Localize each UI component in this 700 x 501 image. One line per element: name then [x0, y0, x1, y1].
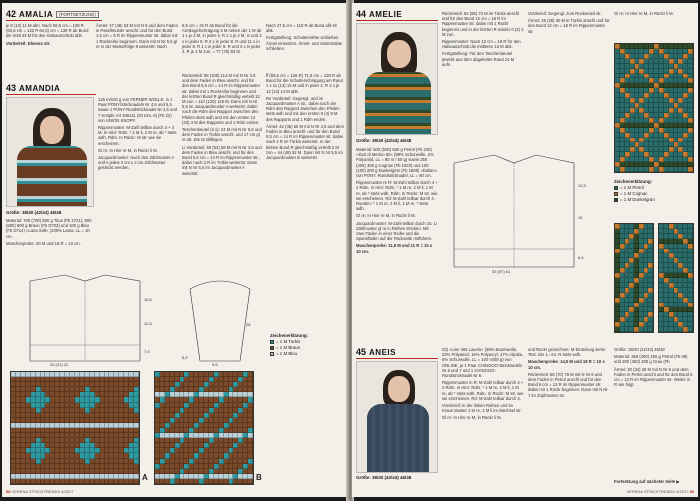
aneis-rippen: Rippenmuster in R: M-Zahl teilbar durch 4 + 2 Rdm. In Hinr: Rdm, * 1 M re, 2 M li, 1 M re, ab * stets wdh, Rdm. In Rückr: M str. wie sie erscheinen. Rd: M-Zahl teilbar durch 4.: [442, 380, 524, 401]
amandia-photo-caption: Größe: 38/40 (42/44) 46/48: [6, 210, 62, 215]
amelie-material: Material: 500 (500) 550 g Petrol (Fb 229) »Zuzi di Merino 60« (98% Schurwolle, 2% Polyamid, LL = 60 m / 50 g) sowie 250 (300) 300 g Cognac (Fb 1833) und 100 (100) 200 g Dunkelgrün (Fb 1808) »Dalian« von PONY. Rundstricknadel, LL = 80 cm.: [356, 147, 438, 179]
amandia-model-photo: [6, 97, 94, 207]
amelie-rippen: Rippenmuster re R: M-Zahl teilbar durch 4 + 2 Rdm. In Hinr: Rdm, * 1 M re, 2 M li, 1 M re, ab * stets wdh, Rdm. In Rückr: M str. wie sie erscheinen. Rd: M-Zahl teilbar durch 4. Runden: * 1 M re, 2 M li, 1 M re, * stets wdh.: [356, 180, 438, 212]
aneis-glre: Gl re: In Hinr re M, in Rückr li M.: [442, 415, 502, 421]
amalia-text4: Nach 47,5 cm = 110 R ab Bund alle M abk.: [266, 23, 337, 34]
amelie-measure-a: 12,5: [578, 183, 586, 188]
legend-swatch-cognac: [614, 192, 618, 196]
right-page: [352, 3, 698, 497]
amandia-sleeve-schematic: [180, 271, 260, 367]
aneis-aermel: Ärmel: 30 (34) 36 M mit N Nr 6 und dem Faden in Petrol anschl und für den Bund 6 cm = 13 R im Rippenmuster str. Weiter in R wie folgt.: [614, 366, 693, 388]
amelie-kragen: Fertigstellung: Für den Taschenbeutel jeweils aus dem abgekettet Rand 24 M aufn.: [442, 51, 515, 67]
amandia-streifen: Rippenmuster: M-Zahl teilbar durch 4 + 2 M. In Hinr: Rdm, * 2 M li, 2 M re, ab * stets wdh, Rdm. In Rückr: M str. wie sie erscheinen.: [98, 125, 177, 146]
chart-cell: [688, 167, 693, 172]
amelie-jacquard: Jacquardmuster: M-Zahl teilbar durch 15. Li Zählmuster gl re in Reihen stricken. Mit zwei Fäden in einer Reihe und die Spannfäden auf der Rückseite mitführen.: [356, 220, 437, 242]
amandia-intro: 125 m/100 g von FERNER WOLLE. in 1 Paar PONY/Stricknadeln Nr 4,5 und 5,5 sowie 1 PONY-Rundstricknadel Nr 4,5 und 7 Knöpfe Art 488111 (20 mm, 6) (Fb 22) von UNION KNOPF.: [98, 97, 177, 123]
amelie-measure-d: 15: [578, 215, 583, 220]
right-page-number: 59: [689, 489, 694, 494]
amelie-photo-caption: Größe: 38/40 (42/44) 46/48: [356, 138, 412, 143]
amalia-tag: (FORTSETZUNG): [56, 11, 99, 18]
right-footer: [627, 489, 694, 494]
amalia-number: 42: [6, 9, 17, 19]
amelie-col1: [356, 147, 438, 345]
legend-label-dunkelgruen: = 1 M Dunkelgrün: [620, 197, 655, 202]
left-page-number: 58: [6, 489, 11, 494]
amandia-legend-title: Zeichenerklärung:: [270, 333, 309, 338]
amandia-glre: Gl re: In Hinr re M, in Rückr li M.: [98, 147, 158, 153]
aneis-col1: [442, 347, 524, 487]
amalia-col4: [266, 23, 344, 73]
chart-cell: [134, 479, 139, 484]
amandia-aermel: Ärmel: 42 (46) 50 M mit N Nr 4,5 und dem Faden in Bleu anschl. und für den Bund 6,5 cm = 14 R im Rippenmuster str. dabei nach 2 R im Türkis weiterstr. In der letzten Bund R gleichmäßig verteilt 2 M zun = 44 (48) 52 M. Dann mit N Nr 5,5 im Jacquardmuster B weiterstr.: [266, 123, 344, 161]
chart-cell: [648, 327, 653, 332]
amelie-model-photo: [356, 23, 438, 135]
amelie-rule: [356, 20, 438, 21]
amelie-jacquard-chart: [614, 43, 694, 173]
aneis-title: ANEIS: [369, 347, 396, 357]
amelie-measure-c: 53 (57) 61: [492, 269, 511, 274]
amalia-text1: je 8 (10) 11 M abn. Nach 58,5 cm = 128 R (60,5 cm = 132 R 62,5) cm = 136 R ab Bund die restl 43 M für den Halsausschnitt abk.: [6, 23, 89, 39]
amandia-col1: [6, 218, 94, 266]
jacquard-chart-b: [154, 371, 254, 485]
amandia-knoten: Teschenbeutel (2 x): 24 M mit N Nr 5,5 und dem Faden in Türkis anschl. und 17 cm gl re str. Die M stilllegen.: [182, 127, 262, 143]
aneis-text1: 03) »Line 465 Lavelo« (36% Baumwolle, 22% Polyamid, 16% Polyacryl, 17% Alpaka, 6% Schurwolle, LL = 100 m/50 g) von ONLINE, je 1 Paar CHINGOO-Stricknadeln Nr 6 und 7 und 1 CHINGOO-Rundstricknadel Nr 6.: [442, 347, 524, 379]
amelie-rueckenteil: Rückenteil: 62 (66) 70 M im Türkis anschl und für den Bund 12 cm = 18 R im Rippenmuster str. dabei mit 1 Rückr beginnen und in der letzten R wieder 0 (2) 2 M zun.: [442, 11, 524, 37]
amandia-bo-vorderteil: Re Vorderteil: Gegengl. und im Jacquardmuster A str., dabei nach der Rdm den Rapport zwischen den Pfeilen stets wdh und mit den ersten 0 (4) 8 M des Rapports und 1 Rdm enden.: [266, 95, 340, 122]
measure-g: 9,5: [212, 362, 218, 367]
left-footer: [6, 489, 73, 494]
amalia-col3: [182, 23, 262, 73]
aneis-maschenprobe: Maschenprobe: 14,5 M und 18 R = 10 x 10 cm.: [528, 359, 605, 370]
amandia-jacquard: Jacquardmuster: Nach den Zählmuster A und A jedes 2 cm x 2 cm Zählmuster gestrickt werden.: [98, 155, 174, 171]
amalia-rule: [6, 20, 102, 21]
legend-swatch-dunkelgruen: [614, 198, 618, 202]
amandia-col2: [98, 97, 178, 267]
aneis-rueckenteil: Rückenteil: 68 (70) 78 M mit N Nr 6 und dem Faden in Petrol anschl und für den Bund 6 cm = 13 R im Rippenmuster str. dabei mit 1 Rückr beginnen. Dann mit N Nr 7 im Zopfmuster str.: [528, 371, 608, 398]
left-page: [2, 3, 348, 497]
aneis-groesse: Größe: 38/40 (42/44) 46/48: [614, 347, 665, 352]
amalia-fertig: Fertigstellung: Schulternähte schließen. Ärmel einsetzen. Ärmel- und Seitennähte schließen.: [266, 35, 343, 51]
amelie-chart-small-2: [658, 223, 694, 333]
amelie-title: AMELIE: [369, 9, 403, 19]
measure-d: 6,5: [182, 355, 188, 360]
amandia-number: 43: [6, 83, 17, 93]
measure-a: 16,5: [144, 297, 152, 302]
legend-swatch-petrol: [614, 186, 618, 190]
amandia-schematic: [10, 271, 160, 367]
amelie-glre: Gl re: In Hinr re M, in Rückr li M.: [356, 213, 416, 219]
amandia-maschen: Maschenprobe: 20 M und 18 R = 10 cm.: [6, 240, 81, 246]
legend-swatch-tuerkis: [270, 340, 274, 344]
amelie-col2: [442, 11, 524, 143]
amandia-header: [6, 83, 60, 93]
measure-c: 7,5: [144, 349, 150, 354]
amalia-text2: Ärmel: 47 (49) 53 M mit N 6 und dem Faden in Pasellmuster anschl. und für den Bund 1,5 cm = 5 R im Rippenmuster str. dabei mit 1 Rückreihe beginnen. Dann mit N Nr 5,5 gl re in der Musterfolge 8 weiterstr. Nach: [96, 23, 178, 49]
amalia-col1: [6, 23, 92, 73]
amelie-aermel: Ärmel: 26 (28) 30 M in Türkis anschl und für den Bund 12 cm = 18 R im Rippenmuster str.: [528, 18, 610, 34]
amalia-title: AMALIA: [19, 9, 54, 19]
legend-item-dunkelgruen: [614, 197, 655, 203]
aneis-fortsetzung: Fortsetzung auf nächster Seite ▶: [614, 479, 680, 484]
amelie-col3: [528, 11, 610, 143]
amandia-rueckenteil: Rückenteil: 98 (108) 114 M mit N Nr 4,5 und dem Faden in Bleu anschl. und für den Bund 6,5 cm = 14 R im Rippenmuster str. dabei mit 1 Rückreihe beginnen und der letzten Bund R gleichmäßig verteilt 12 M zun = 110 (120) 126 M. Dann mit N Nr 5,5 im Jacquardmuster A weiterstr. dabei nach die Rdm den Rapport zwischen den Pfeilen stets wdh und mit den ersten 12 (20) 4 M des Rapports und 1 Rdm enden.: [182, 73, 261, 125]
amalia-text3: 8,5 cm = 22 R ab Bund für die Armkugelschrägung 3 M neben der 1 M ab 1 x je 3 M, in jeder 4. R 1 x je 2 M, in und 3 x in jeder 6. R 2 x in jeder 8. R und 11 x in jeder 8. R 1 x in jeder 8. R und 4 x in jeder 4. R je 1 M zun. = 77 (79) 83 M.: [182, 23, 262, 55]
amelie-number: 44: [356, 9, 367, 19]
amelie-legend: [614, 179, 655, 203]
amandia-title: AMANDIA: [19, 83, 61, 93]
amelie-col4: [614, 11, 694, 41]
aneis-number: 45: [356, 347, 367, 357]
measure-e: 20 (21) 22: [50, 362, 69, 367]
jacquard-chart-a: [10, 371, 140, 485]
legend-label-tuerkis: = 1 M Türkis: [276, 339, 301, 344]
amelie-rippe2: Rippenmuster: Nach 12 cm = 18 R für den Halsausschnitt die mittleren 16 M abk.: [442, 39, 521, 50]
legend-label-cognac: = 1 M Cognac: [620, 191, 648, 196]
left-footer-text: VERENA STRICKTRENDS 4/2017: [11, 489, 74, 494]
amandia-col4: [266, 73, 344, 265]
measure-b: 12,5: [144, 321, 152, 326]
aneis-model-photo: [356, 361, 438, 473]
amandia-rule: [6, 94, 96, 95]
measure-f: 28: [246, 322, 251, 327]
chart-cell: [248, 479, 253, 484]
legend-label-bleu: = 1 M Bleu: [276, 351, 298, 356]
amandia-vorderteil-links: Li Vorderteil: 50 (54) 58 M mit N Nr 4,5 und dem Faden in Bleu anschl. und für den Bund 6,5 cm = 14 R im Rippenmuster str., dabei nach 2 R im Türkis weiterstr. Dann mit N Nr 5,5 im Jacquardmuster A weiterstr.: [182, 144, 262, 176]
amandia-material: Material: 700 (700) 800 g Titus (Fb 2721), 500 (500) 600 g Braun (Fb D703) und 100 g Bleu (Fb D714) »Lana Soft« (100% Lama, LL = 10 cm.: [6, 218, 92, 239]
aneis-vorderteil: Vorderteil: In der linken Reihen und im Kraus Muster 2 M re, 2 M li im Wechsel str.: [442, 403, 522, 414]
amandia-col3: [182, 73, 262, 265]
amelie-glre-2: Gl re: In Hinr re M, in Rückr li M.: [614, 11, 674, 16]
legend-swatch-braun: [270, 346, 274, 350]
amelie-maschenprobe: Maschenprobe: 11,5 M und 11 R = 10 x 10 cm.: [356, 243, 433, 254]
amelie-chart-small: [614, 223, 654, 333]
chart-cell: [688, 327, 693, 332]
amalia-vorderteil: Vorderteil: Ebenso str.: [6, 40, 51, 46]
amalia-header: [6, 9, 99, 19]
amelie-legend-title: Zeichenerklärung:: [614, 179, 653, 184]
aneis-photo-caption: Größe: 38/40 (42/44) 46/48: [356, 475, 412, 480]
chart-a-letter: A: [142, 473, 148, 482]
aneis-text2: und Rückr gezeichnet. M-Einteilung siehe Text. Die 1.–24. R stets wdh.: [528, 347, 606, 358]
legend-label-petrol: = 1 M Petrol: [620, 185, 644, 190]
amandia-legend: [270, 333, 308, 357]
aneis-col2: [528, 347, 610, 487]
right-footer-text: VERENA STRICKTRENDS 4/2017: [626, 489, 689, 494]
chart-b-letter: B: [256, 473, 262, 482]
amelie-measure-b: 6,5: [578, 255, 584, 260]
aneis-material: Material: 350 (400) 450 g Petrol (Fb 09) und 300 (350) 400 g Grau (Fb: [614, 354, 688, 365]
amelie-schematic: [444, 149, 612, 275]
legend-label-braun: = 1 M Braun: [276, 345, 301, 350]
aneis-header: [356, 347, 396, 357]
legend-swatch-bleu: [270, 352, 274, 356]
amelie-header: [356, 9, 402, 19]
aneis-rule: [356, 358, 438, 359]
aneis-col3: [614, 347, 694, 477]
amandia-f-label: ff (69,5 cm = 126 R) 71,5 cm = 128 R ab Bund für die Schulterschrägung am Rand 1 x 11 (13) 15 M und in jeder 2. R 2 x je 12 (13) 14 M abk.: [266, 73, 343, 94]
amelie-vorderteil: Vorderteil: Gegengl. zum Rückenteil str.: [528, 11, 602, 16]
amalia-col2: [96, 23, 178, 73]
legend-item-bleu: [270, 351, 308, 357]
